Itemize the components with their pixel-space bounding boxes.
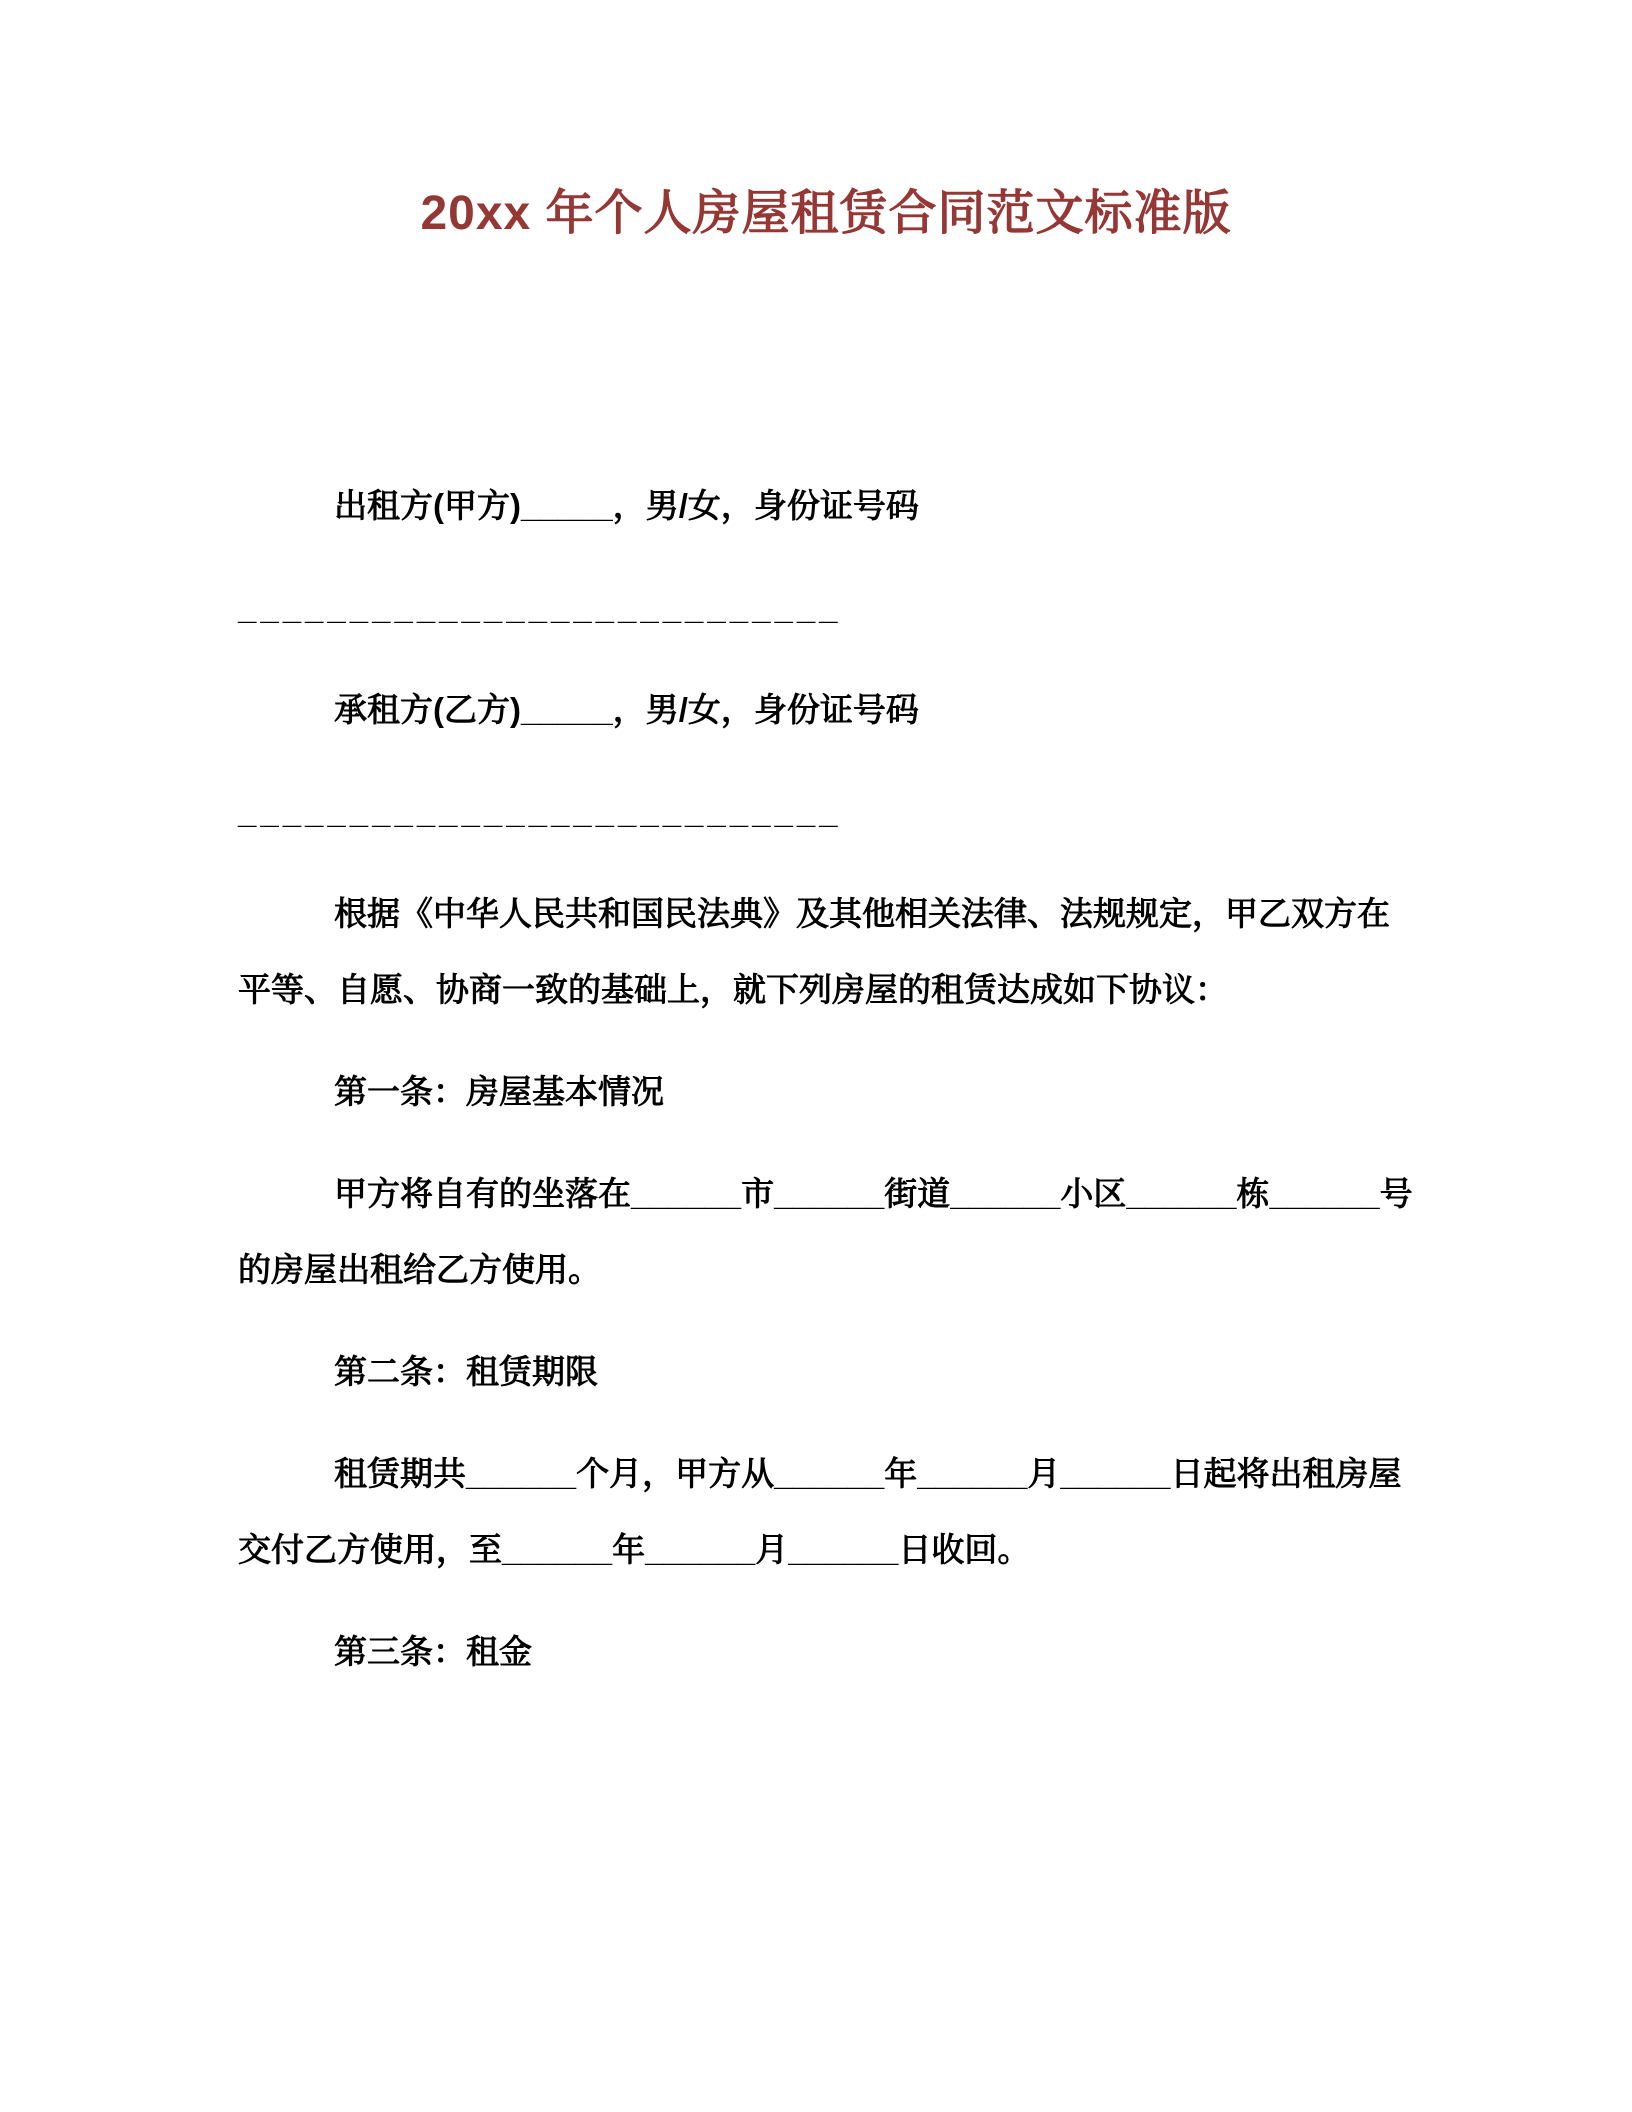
section-heading: 第二条：租赁期限 (334, 1353, 598, 1390)
paragraph: 租赁期共______个月，甲方从______年______月______日起将出租房屋交付乙方使用，至______年______月______日收回。 (238, 1455, 1402, 1568)
section-heading: 第三条：租金 (334, 1633, 532, 1670)
section-heading: 第一条：房屋基本情况 (334, 1073, 664, 1110)
paragraph: 承租方(乙方)_____，男/女，身份证号码 (334, 691, 919, 728)
document-title: 20xx 年个人房屋租赁合同范文标准版 (420, 187, 1232, 240)
paragraph: 甲方将自有的坐落在______市______街道______小区______栋______号的房屋出租给乙方使用。 (238, 1175, 1413, 1288)
blank-fill-line: ___________________________ (238, 589, 842, 626)
blank-fill-line: ___________________________ (238, 793, 842, 830)
document-body (238, 468, 1414, 1690)
paragraph: 根据《中华人民共和国民法典》及其他相关法律、法规规定，甲乙双方在平等、自愿、协商一致的基础上，就下列房屋的租赁达成如下协议： (238, 895, 1390, 1008)
paragraph: 出租方(甲方)_____，男/女，身份证号码 (334, 487, 919, 524)
